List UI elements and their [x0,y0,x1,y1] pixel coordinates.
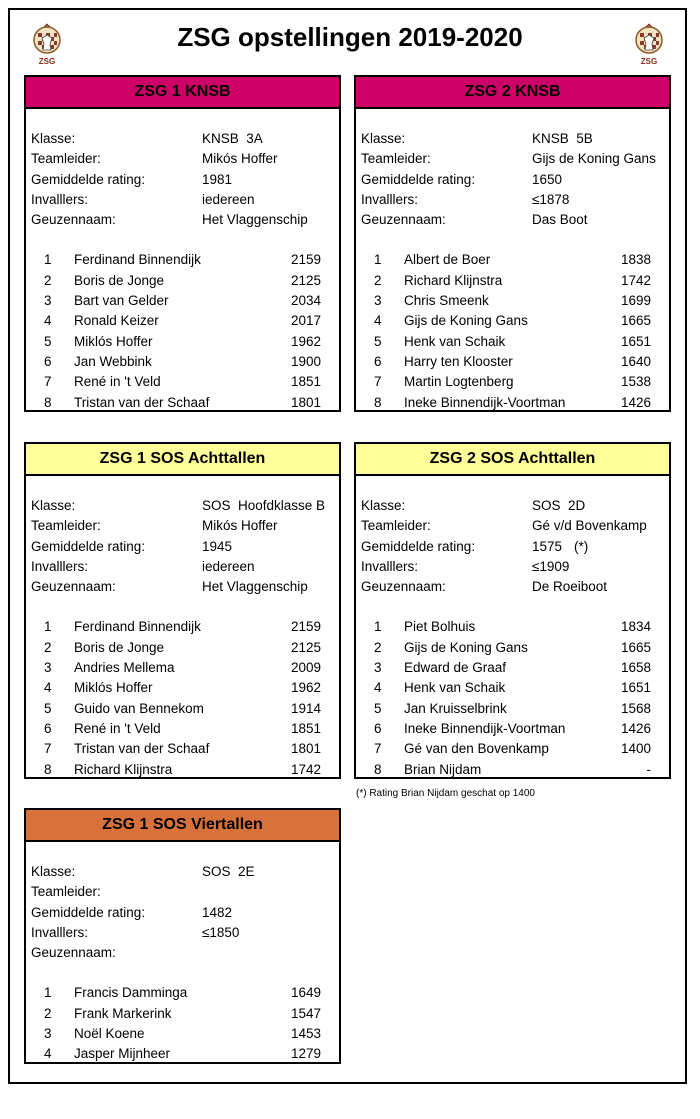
player-rating: 1426 [620,394,651,410]
player-rating: 1651 [620,680,651,696]
player-row [356,311,669,331]
info-row-invallers [26,190,339,210]
player-number: 7 [44,374,52,390]
info-row-invallers [26,557,339,577]
info-label: Invalllers: [31,191,89,207]
team-header: ZSG 2 KNSB [356,77,669,109]
info-value: Mikós Hoffer [202,151,278,167]
player-row [26,271,339,291]
zsg-logo-left [26,20,68,66]
player-row [356,678,669,698]
player-row [356,638,669,658]
player-row [26,658,339,678]
player-number: 4 [44,313,52,329]
player-name: Jasper Mijnheer [74,1046,171,1062]
player-name: Martin Logtenberg [404,374,514,390]
player-name: Richard Klijnstra [74,761,173,777]
player-rating: 2125 [290,272,321,288]
info-row-invallers [356,190,669,210]
player-rating: 1453 [290,1026,321,1042]
player-row [356,291,669,311]
player-name: Chris Smeenk [404,293,489,309]
chess-logo-icon [636,24,662,53]
player-row [356,332,669,352]
info-row-geuzennaam [26,210,339,230]
player-row [356,393,669,413]
info-label: Klasse: [361,131,406,146]
player-number: 2 [44,639,52,655]
player-name: Jan Kruisselbrink [404,700,507,716]
player-number: 5 [374,333,382,349]
player-number: 3 [44,1026,52,1042]
info-value: SOS 2E [202,864,255,879]
player-row [356,739,669,759]
info-label: Teamleider: [31,151,101,167]
player-name: Boris de Jonge [74,639,165,655]
info-value: 1650 [532,171,563,187]
player-list [26,250,339,412]
player-number: 6 [374,720,382,736]
player-row [26,352,339,372]
player-number: 3 [374,293,382,309]
player-rating: 1665 [620,313,651,329]
player-name: Gijs de Koning Gans [404,639,528,655]
player-number: 2 [44,272,52,288]
player-rating: 1547 [290,1005,321,1021]
player-number: 8 [44,394,52,410]
footnote: (*) Rating Brian Nijdam geschat op 1400 [356,788,535,799]
info-row-teamleider [356,149,669,169]
player-row [26,678,339,698]
player-name: Bart van Gelder [74,293,169,309]
player-name: Ferdinand Binnendijk [74,252,201,268]
player-number: 2 [374,272,382,288]
info-label: Teamleider: [361,518,431,534]
player-number: 1 [44,619,52,635]
player-name: Boris de Jonge [74,272,165,288]
player-rating: 2125 [290,639,321,655]
info-label: Invalllers: [31,558,89,574]
player-number: 6 [44,720,52,736]
player-row [356,719,669,739]
team-panel-zsg1-sos-achttallen [24,442,341,779]
player-row [26,1004,339,1024]
player-rating: 1834 [620,619,651,635]
page-title: ZSG opstellingen 2019-2020 [177,22,523,52]
info-row-invallers [26,923,339,943]
player-number: 1 [374,252,382,268]
team-header: ZSG 1 SOS Viertallen [26,810,339,842]
info-label: Geuzennaam: [361,212,446,228]
info-value: SOS Hoofdklasse B [202,498,326,513]
player-rating: 1658 [620,660,651,676]
info-row-teamleider [26,149,339,169]
team-info [26,496,339,597]
player-name: René in 't Veld [74,720,161,736]
player-number: 4 [44,680,52,696]
player-number: 4 [44,1046,52,1062]
player-rating: 1640 [620,353,651,369]
player-row [26,739,339,759]
team-panel-zsg1-sos-viertallen [24,808,341,1064]
player-name: Tristan van der Schaaf [74,741,210,757]
player-name: Ronald Keizer [74,313,159,329]
info-label: Gemiddelde rating: [361,538,476,554]
player-rating: 1538 [620,374,651,390]
info-label: Gemiddelde rating: [31,171,146,187]
info-label: Klasse: [31,864,76,879]
player-number: 8 [374,761,382,777]
player-row [356,617,669,637]
info-label: Teamleider: [361,151,431,167]
player-rating: 1742 [620,272,651,288]
svg-text:ZSG: ZSG [38,57,56,66]
player-row [356,352,669,372]
player-rating: 1665 [620,639,651,655]
team-panel-zsg2-sos-achttallen [354,442,671,779]
player-name: Gé van den Bovenkamp [404,741,549,757]
player-rating: 1801 [290,394,321,410]
player-number: 8 [374,394,382,410]
player-rating: 1851 [290,374,321,390]
player-name: Piet Bolhuis [404,619,476,635]
player-rating: - [646,761,651,777]
info-row-klasse [26,862,339,882]
svg-text:ZSG: ZSG [640,57,658,66]
player-row [26,699,339,719]
info-value: KNSB 3A [202,131,263,146]
player-row [26,372,339,392]
player-name: Gijs de Koning Gans [404,313,528,329]
player-name: Francis Damminga [74,985,188,1001]
info-value: ≤1878 [532,191,570,207]
info-row-teamleider [26,882,339,902]
player-row [26,393,339,413]
info-value: De Roeiboot [532,579,608,595]
info-label: Gemiddelde rating: [31,538,146,554]
info-value: Het Vlaggenschip [202,579,308,595]
player-number: 4 [374,313,382,329]
player-rating: 1801 [290,741,321,757]
player-name: René in 't Veld [74,374,161,390]
team-header: ZSG 1 KNSB [26,77,339,109]
info-label: Invalllers: [31,924,89,940]
info-value: Mikós Hoffer [202,518,278,534]
team-info [356,496,669,597]
player-row [26,291,339,311]
player-list [356,250,669,412]
team-info [356,129,669,230]
info-label: Geuzennaam: [31,945,116,961]
player-name: Tristan van der Schaaf [74,394,210,410]
info-label: Invalllers: [361,558,419,574]
player-name: Albert de Boer [404,252,491,268]
info-row-klasse [26,129,339,149]
player-rating: 1426 [620,720,651,736]
team-panel-zsg1-knsb [24,75,341,412]
info-value: SOS 2D [532,498,586,513]
info-row-rating [356,537,669,557]
player-number: 5 [44,333,52,349]
player-name: Miklós Hoffer [74,333,153,349]
info-row-geuzennaam [26,577,339,597]
player-row [356,658,669,678]
info-label: Teamleider: [31,884,101,900]
info-row-geuzennaam [26,943,339,963]
chess-logo-icon [34,24,60,53]
player-number: 7 [374,374,382,390]
info-value: iedereen [202,558,255,574]
player-name: Henk van Schaik [404,680,506,696]
player-rating: 1699 [620,293,651,309]
player-rating: 1962 [290,333,321,349]
info-row-geuzennaam [356,210,669,230]
player-row [26,719,339,739]
info-value: Gé v/d Bovenkamp [532,518,647,534]
player-rating: 1962 [290,680,321,696]
player-list [26,983,339,1064]
player-row [26,1024,339,1044]
info-row-rating [26,170,339,190]
player-name: Ineke Binnendijk-Voortman [404,720,566,736]
info-label: Geuzennaam: [31,212,116,228]
player-name: Brian Nijdam [404,761,482,777]
player-number: 3 [44,660,52,676]
player-name: Ferdinand Binnendijk [74,619,201,635]
team-panel-zsg2-knsb [354,75,671,412]
player-rating: 1400 [620,741,651,757]
info-label: Teamleider: [31,518,101,534]
info-row-klasse [26,496,339,516]
player-number: 7 [44,741,52,757]
player-number: 2 [44,1005,52,1021]
player-name: Edward de Graaf [404,660,507,676]
player-row [26,760,339,780]
player-name: Ineke Binnendijk-Voortman [404,394,566,410]
info-row-klasse [356,129,669,149]
player-number: 1 [44,252,52,268]
info-label: Klasse: [31,131,76,146]
player-number: 3 [374,660,382,676]
player-number: 2 [374,639,382,655]
info-value: 1482 [202,904,233,920]
player-number: 5 [374,700,382,716]
info-value: 1945 [202,538,233,554]
player-list [356,617,669,779]
info-row-rating [356,170,669,190]
player-name: Andries Mellema [74,660,175,676]
player-row [356,760,669,780]
team-header: ZSG 2 SOS Achttallen [356,444,669,476]
player-rating: 2017 [290,313,321,329]
player-row [356,271,669,291]
player-row [26,983,339,1003]
info-label: Klasse: [361,498,406,513]
player-number: 1 [44,985,52,1001]
player-name: Miklós Hoffer [74,680,153,696]
player-rating: 1900 [290,353,321,369]
info-value: Het Vlaggenschip [202,212,308,228]
player-row [356,699,669,719]
info-value: ≤1850 [202,924,240,940]
player-row [26,311,339,331]
player-rating: 1838 [620,252,651,268]
player-row [356,250,669,270]
player-rating: 1649 [290,985,321,1001]
team-header: ZSG 1 SOS Achttallen [26,444,339,476]
team-info [26,129,339,230]
info-row-klasse [356,496,669,516]
player-row [26,638,339,658]
player-number: 3 [44,293,52,309]
info-row-invallers [356,557,669,577]
player-row [26,617,339,637]
info-label: Invalllers: [361,191,419,207]
info-row-geuzennaam [356,577,669,597]
info-value: Gijs de Koning Gans [532,151,656,167]
info-label: Gemiddelde rating: [31,904,146,920]
player-number: 1 [374,619,382,635]
player-rating: 2034 [290,293,321,309]
info-row-rating [26,903,339,923]
info-label: Geuzennaam: [31,579,116,595]
player-rating: 1742 [290,761,321,777]
player-row [26,250,339,270]
player-number: 6 [374,353,382,369]
zsg-logo-right [628,20,670,66]
footnote-marker: (*) [574,538,589,554]
info-row-teamleider [26,516,339,536]
player-name: Frank Markerink [74,1005,172,1021]
player-name: Guido van Bennekom [74,700,204,716]
info-row-rating [26,537,339,557]
info-value: 1981 [202,171,233,187]
team-info [26,862,339,963]
player-name: Henk van Schaik [404,333,506,349]
player-name: Harry ten Klooster [404,353,513,369]
player-rating: 2159 [290,619,321,635]
info-label: Geuzennaam: [361,579,446,595]
player-number: 5 [44,700,52,716]
player-list [26,617,339,779]
info-value: 1575 [532,538,563,554]
player-name: Richard Klijnstra [404,272,503,288]
player-row [26,332,339,352]
player-rating: 1279 [290,1046,321,1062]
player-rating: 1914 [290,700,321,716]
player-number: 8 [44,761,52,777]
info-value: KNSB 5B [532,131,593,146]
player-rating: 1651 [620,333,651,349]
info-value: Das Boot [532,212,588,228]
player-row [356,372,669,392]
player-row [26,1044,339,1064]
player-name: Noël Koene [74,1026,145,1042]
player-rating: 1568 [620,700,651,716]
info-label: Gemiddelde rating: [361,171,476,187]
info-label: Klasse: [31,498,76,513]
player-number: 7 [374,741,382,757]
player-name: Jan Webbink [74,353,152,369]
info-value: ≤1909 [532,558,570,574]
info-value: iedereen [202,191,255,207]
player-rating: 1851 [290,720,321,736]
info-row-teamleider [356,516,669,536]
player-number: 4 [374,680,382,696]
player-number: 6 [44,353,52,369]
player-rating: 2159 [290,252,321,268]
player-rating: 2009 [290,660,321,676]
